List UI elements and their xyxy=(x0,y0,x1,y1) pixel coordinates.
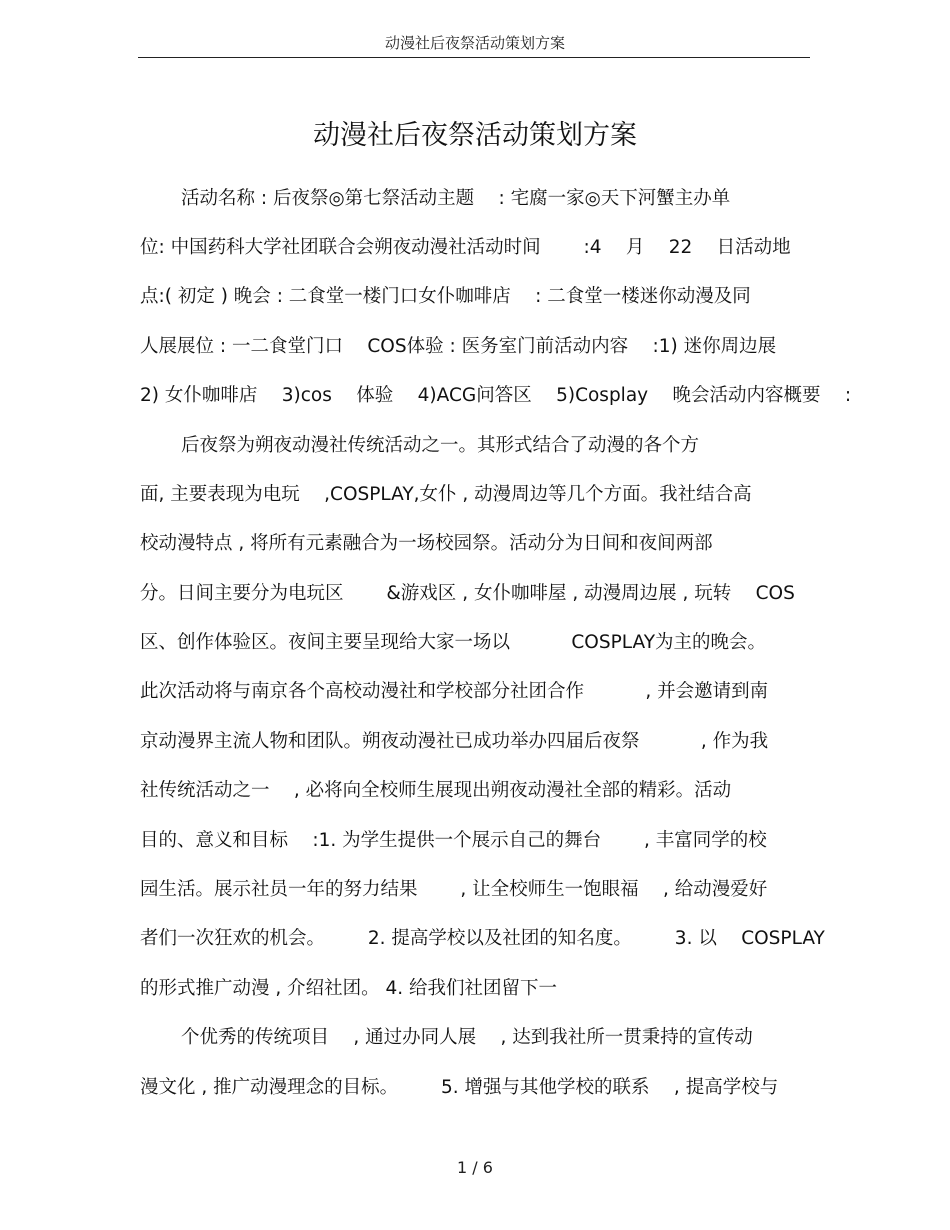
body-line: 点:( 初定 ) 晚会 : 二食堂一楼门口女仆咖啡店 : 二食堂一楼迷你动漫及同 xyxy=(140,286,751,307)
body-line: 区、创作体验区。夜间主要呈现给大家一场以 COSPLAY为主的晚会。 xyxy=(140,632,767,653)
body-line: 人展展位 : 一二食堂门口 COS体验 : 医务室门前活动内容 :1) 迷你周边展 xyxy=(140,336,777,357)
header-divider xyxy=(138,57,810,58)
page-number: 1 / 6 xyxy=(457,1158,493,1177)
body-line: 后夜祭为朔夜动漫社传统活动之一。其形式结合了动漫的各个方 xyxy=(181,435,700,456)
body-line: 漫文化 , 推广动漫理念的目标。 5. 增强与其他学校的联系 , 提高学校与 xyxy=(140,1077,779,1098)
body-line: 园生活。展示社员一年的努力结果 , 让全校师生一饱眼福 , 给动漫爱好 xyxy=(140,879,768,900)
running-header-title: 动漫社后夜祭活动策划方案 xyxy=(384,34,565,52)
body-line: 个优秀的传统项目 , 通过办同人展 , 达到我社所一贯秉持的宣传动 xyxy=(181,1027,753,1048)
body-line: 面, 主要表现为电玩 ,COSPLAY,女仆 , 动漫周边等几个方面。我社结合高 xyxy=(140,484,752,505)
body-line: 2) 女仆咖啡店 3)cos 体验 4)ACG问答区 5)Cosplay 晚会活动内容概要 : xyxy=(140,385,852,406)
body-line: 者们一次狂欢的机会。 2. 提高学校以及社团的知名度。 3. 以 COSPLAY xyxy=(140,928,825,949)
body-line: 的形式推广动漫 , 介绍社团。 4. 给我们社团留下一 xyxy=(140,978,558,999)
body-line: 位: 中国药科大学社团联合会朔夜动漫社活动时间 :4 月 22 日活动地 xyxy=(140,237,791,258)
body-line: 此次活动将与南京各个高校动漫社和学校部分社团合作 , 并会邀请到南 xyxy=(140,681,769,702)
body-line: 目的、意义和目标 :1. 为学生提供一个展示自己的舞台 , 丰富同学的校 xyxy=(140,830,767,851)
body-line: 活动名称 : 后夜祭◎第七祭活动主题 : 宅腐一家◎天下河蟹主办单 xyxy=(181,188,731,209)
document-title: 动漫社后夜祭活动策划方案 xyxy=(313,120,637,151)
body-line: 社传统活动之一 , 必将向全校师生展现出朔夜动漫社全部的精彩。活动 xyxy=(140,780,732,801)
body-line: 分。日间主要分为电玩区 &游戏区 , 女仆咖啡屋 , 动漫周边展 , 玩转 COS xyxy=(140,583,795,604)
body-line: 校动漫特点 , 将所有元素融合为一场校园祭。活动分为日间和夜间两部 xyxy=(140,533,713,554)
body-line: 京动漫界主流人物和团队。朔夜动漫社已成功举办四届后夜祭 , 作为我 xyxy=(140,731,769,752)
